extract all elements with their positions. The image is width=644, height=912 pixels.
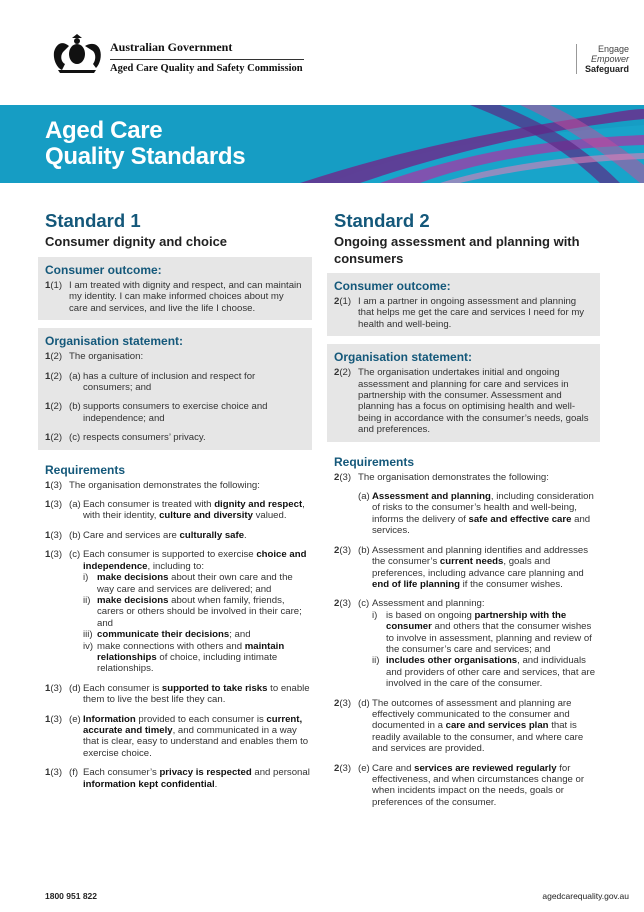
- gov-name: Australian Government: [110, 40, 233, 54]
- item-label: (a): [358, 491, 370, 503]
- org-row: [45, 432, 305, 443]
- standard-1-title: Standard 1: [45, 210, 141, 231]
- clause-sub: (3): [50, 529, 63, 541]
- sub-item: iii) communicate their decisions; and: [83, 629, 251, 641]
- org-text: supports consumers to exercise choice and independence; and: [83, 401, 268, 424]
- title-line-1: Aged Care: [45, 117, 163, 144]
- clause-number: 1: [45, 529, 51, 541]
- clause-number: 1: [45, 713, 51, 725]
- org-text: respects consumers’ privacy.: [83, 432, 206, 444]
- clause-number: 1: [45, 767, 51, 779]
- requirement-row: [45, 549, 312, 674]
- clause-sub: (2): [50, 370, 63, 382]
- item-label: (c): [358, 598, 370, 610]
- clause-sub: (3): [339, 762, 352, 774]
- outcome-row: [45, 280, 305, 314]
- org-text: The organisation:: [69, 351, 144, 363]
- organisation-statement-heading: Organisation statement:: [334, 350, 473, 365]
- standard-2-subtitle: Ongoing assessment and planning with consumers: [334, 234, 580, 266]
- clause-sub: (2): [50, 432, 63, 444]
- footer-website-link[interactable]: agedcarequality.gov.au: [542, 891, 629, 901]
- requirement-text: Information provided to each consumer is current, accurate and timely, and communicated in a way that is clear, easy to understand and enables them to exercise choice.: [83, 713, 309, 759]
- standard-1-column: [38, 210, 312, 790]
- government-logo-text: [110, 40, 304, 74]
- organisation-statement-box: [327, 344, 600, 441]
- sub-item: iv) make connections with others and maintain relationships of choice, including intimate relationships.: [83, 640, 285, 675]
- requirement-row: [45, 714, 312, 760]
- clause-sub: (3): [50, 713, 63, 725]
- requirement-row: [334, 472, 600, 483]
- item-label: (a): [69, 499, 81, 511]
- clause-sub: (3): [50, 767, 63, 779]
- clause-number: 1: [45, 401, 51, 413]
- requirement-text: Assessment and planning identifies and addresses the consumer’s current needs, goals and preferences, including advance care planning and end of life planning if the consumer wishes.: [372, 544, 588, 590]
- org-row: [45, 351, 305, 362]
- requirement-row: [334, 698, 600, 755]
- item-label: (d): [358, 697, 370, 709]
- clause-number: 1: [45, 280, 51, 291]
- requirement-row: [334, 545, 600, 591]
- clause-number: 1: [45, 682, 51, 694]
- requirement-row: [45, 530, 312, 541]
- clause-number: 1: [45, 549, 51, 561]
- clause-sub: (2): [339, 367, 352, 379]
- outcome-text: I am treated with dignity and respect, and can maintain my identity. I can make informed choices about my care and services, and live the life I choose.: [69, 280, 302, 314]
- clause-sub: (1): [339, 296, 352, 307]
- tagline-empower: Empower: [590, 54, 629, 64]
- standard-2-column: [327, 210, 600, 808]
- clause-number: 2: [334, 697, 340, 709]
- clause-number: 2: [334, 598, 340, 610]
- org-text: has a culture of inclusion and respect for consumers; and: [83, 370, 256, 394]
- coat-of-arms-logo: [48, 34, 106, 74]
- requirement-text: Assessment and planning, including consideration of risks to the consumer’s health and well-being, informs the delivery of safe and effective care and services.: [372, 491, 594, 537]
- document-title: [45, 118, 245, 170]
- outcome-row: [334, 296, 593, 330]
- item-label: (c): [69, 432, 81, 444]
- clause-number: 2: [334, 471, 340, 483]
- outcome-text: I am a partner in ongoing assessment and planning that helps me get the care and services I need for my health and well-being.: [358, 296, 585, 330]
- clause-number: 1: [45, 370, 51, 382]
- item-label: (f): [69, 767, 79, 779]
- organisation-statement-heading: Organisation statement:: [45, 334, 184, 349]
- consumer-outcome-heading: Consumer outcome:: [334, 279, 451, 293]
- requirement-text: The outcomes of assessment and planning are effectively communicated to the consumer and documented in a care and services plan that is readily available to the consumer, and where care and services are provided.: [372, 697, 584, 755]
- item-label: (c): [69, 549, 81, 561]
- requirement-text: Each consumer’s privacy is respected and personal information kept confidential.: [83, 767, 310, 790]
- org-row: [45, 371, 305, 394]
- requirement-row: [45, 480, 312, 491]
- clause-sub: (3): [50, 682, 63, 694]
- clause-sub: (1): [50, 280, 63, 291]
- requirement-row: [334, 598, 600, 689]
- commission-name: Aged Care Quality and Safety Commission: [110, 63, 303, 74]
- requirement-row: [334, 491, 600, 537]
- requirement-text: Each consumer is supported to exercise choice and independence, including to: i) make decisions about their own care and the way care and services are delivered; and ii) make decisions about when family, friends, carers or others should be involved in their care; and iii) communicate their decisions; and iv) make connections with others and maintain relationships of choice, including intimate relationships.: [83, 549, 312, 674]
- org-row: [45, 401, 305, 424]
- clause-number: 1: [45, 479, 51, 491]
- gov-rule: [110, 59, 304, 60]
- sub-item: i) is based on ongoing partnership with the consumer and others that the consumer wishes to involve in assessment, planning and review of the consumer’s care and services; and: [372, 609, 592, 655]
- clause-number: 2: [334, 762, 340, 774]
- tagline-engage: Engage: [597, 44, 629, 54]
- item-label: (b): [358, 544, 370, 556]
- footer-phone: 1800 951 822: [45, 891, 97, 901]
- requirement-text: The organisation demonstrates the following:: [358, 471, 549, 483]
- requirement-text: Each consumer is treated with dignity and respect, with their identity, culture and diversity valued.: [83, 499, 305, 522]
- item-label: (e): [358, 762, 370, 774]
- requirements-list: [327, 472, 600, 809]
- consumer-outcome-heading: Consumer outcome:: [45, 263, 162, 277]
- clause-sub: (3): [339, 598, 352, 610]
- item-label: (a): [69, 370, 81, 382]
- clause-number: 1: [45, 432, 51, 444]
- requirement-row: [334, 763, 600, 809]
- requirements-list: [38, 480, 312, 790]
- clause-number: 2: [334, 367, 340, 379]
- clause-number: 1: [45, 351, 51, 363]
- requirement-text: Care and services are reviewed regularly for effectiveness, and when circumstances change or when incidents impact on the needs, goals or preferences of the consumer.: [372, 762, 585, 808]
- org-row: [334, 367, 593, 435]
- tagline-safeguard: Safeguard: [584, 64, 629, 74]
- standard-2-title: Standard 2: [334, 210, 430, 231]
- sub-item: ii) includes other organisations, and individuals and providers of other care and services, that are involved in the care of the consumer.: [372, 655, 596, 690]
- clause-number: 2: [334, 296, 340, 307]
- org-text: The organisation undertakes initial and ongoing assessment and planning for care and services in partnership with the consumer. Assessment and planning has a focus on optimising health and well-being in accordance with the consumer’s needs, goals and preferences.: [358, 367, 589, 436]
- requirement-row: [45, 767, 312, 790]
- clause-number: 2: [334, 544, 340, 556]
- clause-number: 1: [45, 499, 51, 511]
- requirements-heading: Requirements: [334, 454, 415, 469]
- requirement-text: Assessment and planning: i) is based on ongoing partnership with the consumer and others that the consumer wishes to involve in assessment, planning and review of the consumer’s care and services; and ii) includes other organisations, and individuals and providers of other care and services, that are involved in the care of the consumer.: [372, 598, 600, 689]
- clause-sub: (3): [50, 479, 63, 491]
- requirement-row: [45, 683, 312, 706]
- page-header: [0, 0, 644, 105]
- title-line-2: Quality Standards: [45, 143, 246, 170]
- item-label: (e): [69, 713, 81, 725]
- item-label: (b): [69, 401, 81, 413]
- clause-sub: (2): [50, 401, 63, 413]
- organisation-statement-box: [38, 328, 312, 449]
- clause-sub: (3): [50, 499, 63, 511]
- requirement-text: The organisation demonstrates the following:: [69, 479, 260, 491]
- requirement-text: Care and services are culturally safe.: [83, 529, 247, 541]
- clause-sub: (3): [339, 471, 352, 483]
- consumer-outcome-box: [38, 257, 312, 320]
- consumer-outcome-box: [327, 273, 600, 336]
- clause-sub: (3): [339, 544, 352, 556]
- clause-sub: (2): [50, 351, 63, 363]
- sub-item: i) make decisions about their own care and the way care and services are delivered; and: [83, 572, 293, 595]
- item-label: (b): [69, 529, 81, 541]
- requirement-text: Each consumer is supported to take risks to enable them to live the best life they can.: [83, 682, 310, 706]
- requirements-heading: Requirements: [45, 462, 126, 477]
- standard-1-subtitle: Consumer dignity and choice: [45, 234, 228, 249]
- clause-sub: (3): [50, 549, 63, 561]
- clause-sub: (3): [339, 697, 352, 709]
- sub-item: ii) make decisions about when family, friends, carers or others should be involved in their care; and: [83, 594, 302, 629]
- item-label: (d): [69, 682, 81, 694]
- requirement-row: [45, 499, 312, 522]
- tagline: [576, 44, 629, 74]
